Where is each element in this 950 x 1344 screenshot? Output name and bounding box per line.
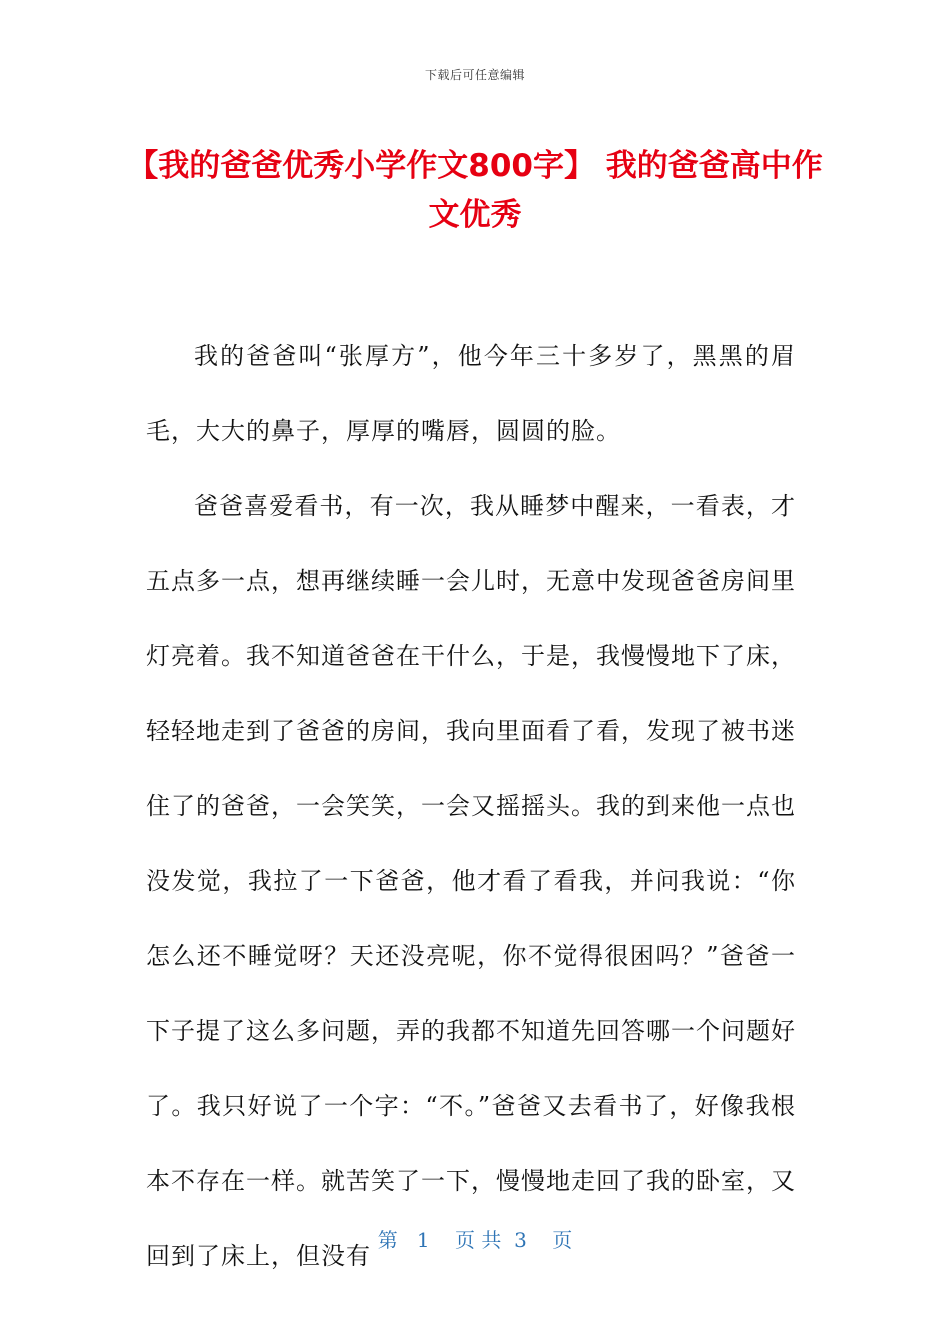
document-body <box>146 319 796 1294</box>
paragraph: 爸爸喜爱看书，有一次，我从睡梦中醒来，一看表，才五点多一点，想再继续睡一会儿时，无意中发现爸爸房间里灯亮着。我不知道爸爸在干什么，于是，我慢慢地下了床，轻轻地走到了爸爸的房间，我向里面看了看，发现了被书迷住了的爸爸，一会笑笑，一会又摇摇头。我的到来他一点也没发觉，我拉了一下爸爸，他才看了看我，并问我说：“你怎么还不睡觉呀？天还没亮呢，你不觉得很困吗？”爸爸一下子提了这么多问题，弄的我都不知道先回答哪一个问题好了。我只好说了一个字：“不。”爸爸又去看书了，好像我根本不存在一样。就苦笑了一下，慢慢地走回了我的卧室，又回到了床上，但没有 <box>146 492 796 1270</box>
paragraph: 我的爸爸叫“张厚方”，他今年三十多岁了，黑黑的眉毛，大大的鼻子，厚厚的嘴唇，圆圆的脸。 <box>146 342 796 445</box>
header-note: 下载后可任意编辑 <box>424 68 525 82</box>
document-title: 【我的爸爸优秀小学作文800字】 我的爸爸高中作文优秀 <box>127 148 823 233</box>
page-number-footer: 第 1 页 共 3 页 <box>377 1228 573 1252</box>
